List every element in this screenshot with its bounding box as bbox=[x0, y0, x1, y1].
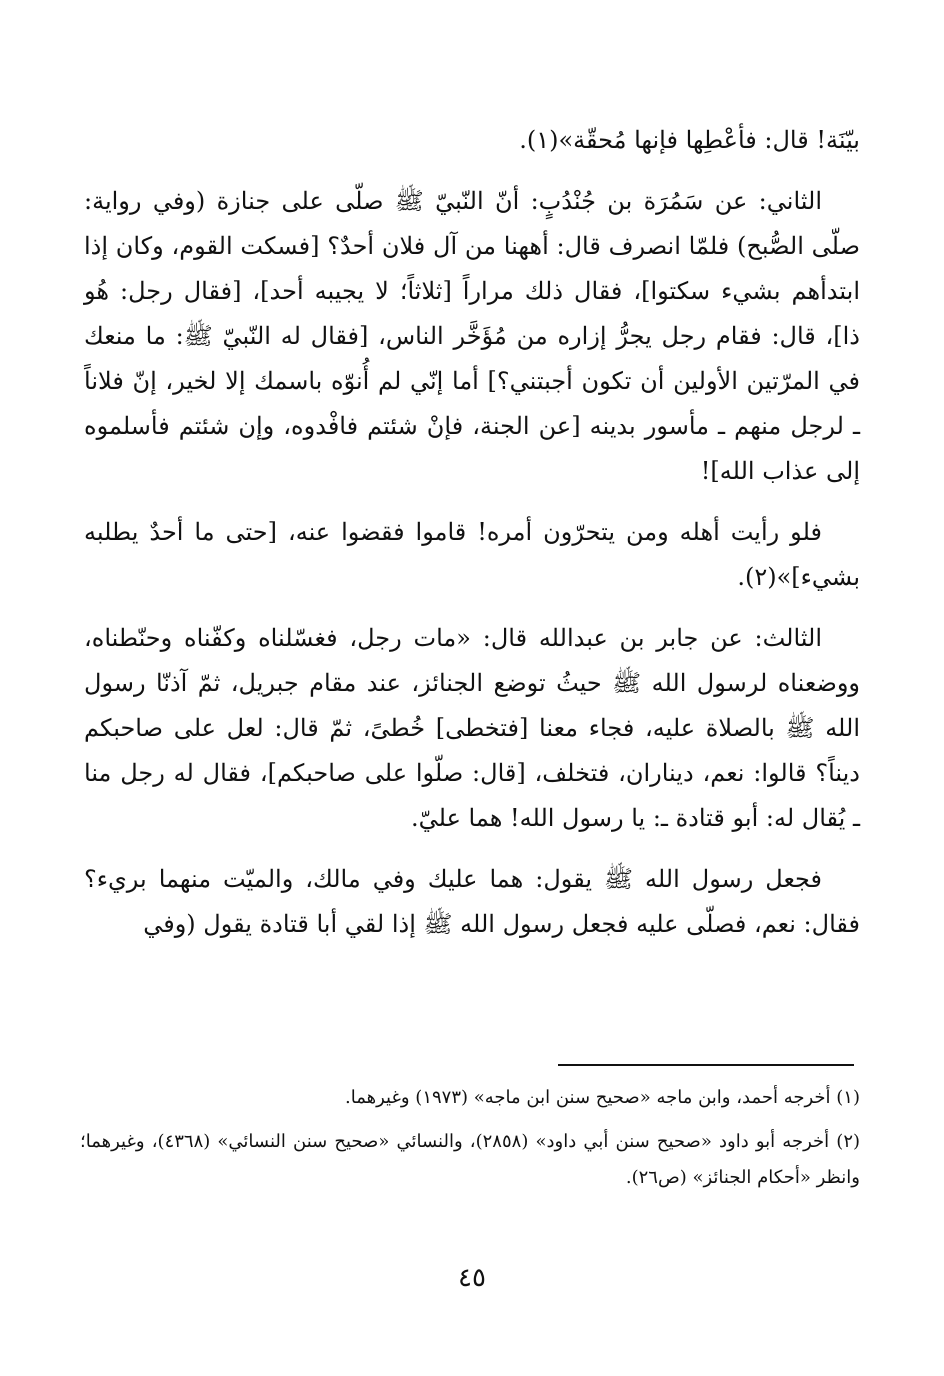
paragraph-text: فجعل رسول الله ﷺ يقول: هما عليك وفي مالك، والميّت منهما بريء؟ فقال: نعم، فصلّى عليه فجعل رسول الله ﷺ إذا لقي أبا قتادة يقول (وفي bbox=[84, 865, 860, 938]
footnotes bbox=[80, 1080, 860, 1196]
paragraph-continuation-end bbox=[84, 857, 860, 947]
main-text bbox=[84, 118, 860, 947]
footnote-2: (٢) أخرجه أبو داود «صحيح سنن أبي داود» (٢٨٥٨)، والنسائي «صحيح سنن النسائي» (٤٣٦٨)، وغيرهما؛ وانظر «أحكام الجنائز» (ص٢٦). bbox=[80, 1131, 861, 1188]
paragraph-text: الثالث: عن جابر بن عبدالله قال: «مات رجل، فغسّلناه وكفّناه وحنّطناه، ووضعناه لرسول الله ﷺ حيثُ توضع الجنائز، عند مقام جبريل، ثمّ آذنّا رسول الله ﷺ بالصلاة عليه، فجاء معنا [فتخطى] خُطىً، ثمّ قال: لعل على صاحبكم ديناً؟ قالوا: نعم، ديناران، فتخلف، [قال: صلّوا على صاحبكم]، فقال له رجل منا ـ يُقال له: أبو قتادة ـ: يا رسول الله! هما عليّ. bbox=[84, 624, 860, 832]
page-number: ٤٥ bbox=[458, 1263, 486, 1293]
paragraph-outcome bbox=[84, 510, 860, 600]
footnote-separator bbox=[558, 1064, 854, 1066]
footnote-1: (١) أخرجه أحمد، وابن ماجه «صحيح سنن ابن ماجه» (١٩٧٣) وغيرهما. bbox=[345, 1087, 860, 1108]
paragraph-text: فلو رأيت أهله ومن يتحرّون أمره! قاموا فقضوا عنه، [حتى ما أحدٌ يطلبه بشيء]»(٢). bbox=[84, 518, 860, 591]
paragraph-continuation bbox=[84, 118, 860, 163]
paragraph-third-hadith bbox=[84, 616, 860, 841]
paragraph-text: بيّنَة! قال: فأعْطِها فإنها مُحقّة»(١). bbox=[519, 126, 860, 154]
paragraph-text: الثاني: عن سَمُرَة بن جُنْدُبٍ: أنّ النّبيّ ﷺ صلّى على جنازة (وفي رواية: صلّى الصُّبح) فلمّا انصرف قال: أههنا من آل فلان أحدٌ؟ [فسكت القوم، وكان إذا ابتدأهم بشيء سكتوا]، فقال ذلك مراراً [ثلاثاً؛ لا يجيبه أحد]، [فقال رجل: هُو ذا]، قال: فقام رجل يجرُّ إزاره من مُؤَخَّر الناس، [فقال له النّبيّ ﷺ: ما منعك في المرّتين الأولين أن تكون أجبتني؟] أما إنّي لم أُنوّه باسمك إلا لخير، إنّ فلاناً ـ لرجل منهم ـ مأسور بدينه [عن الجنة، فإنْ شئتم فافْدوه، وإن شئتم فأسلموه إلى عذاب الله]! bbox=[84, 187, 860, 485]
paragraph-second-hadith bbox=[84, 179, 860, 494]
